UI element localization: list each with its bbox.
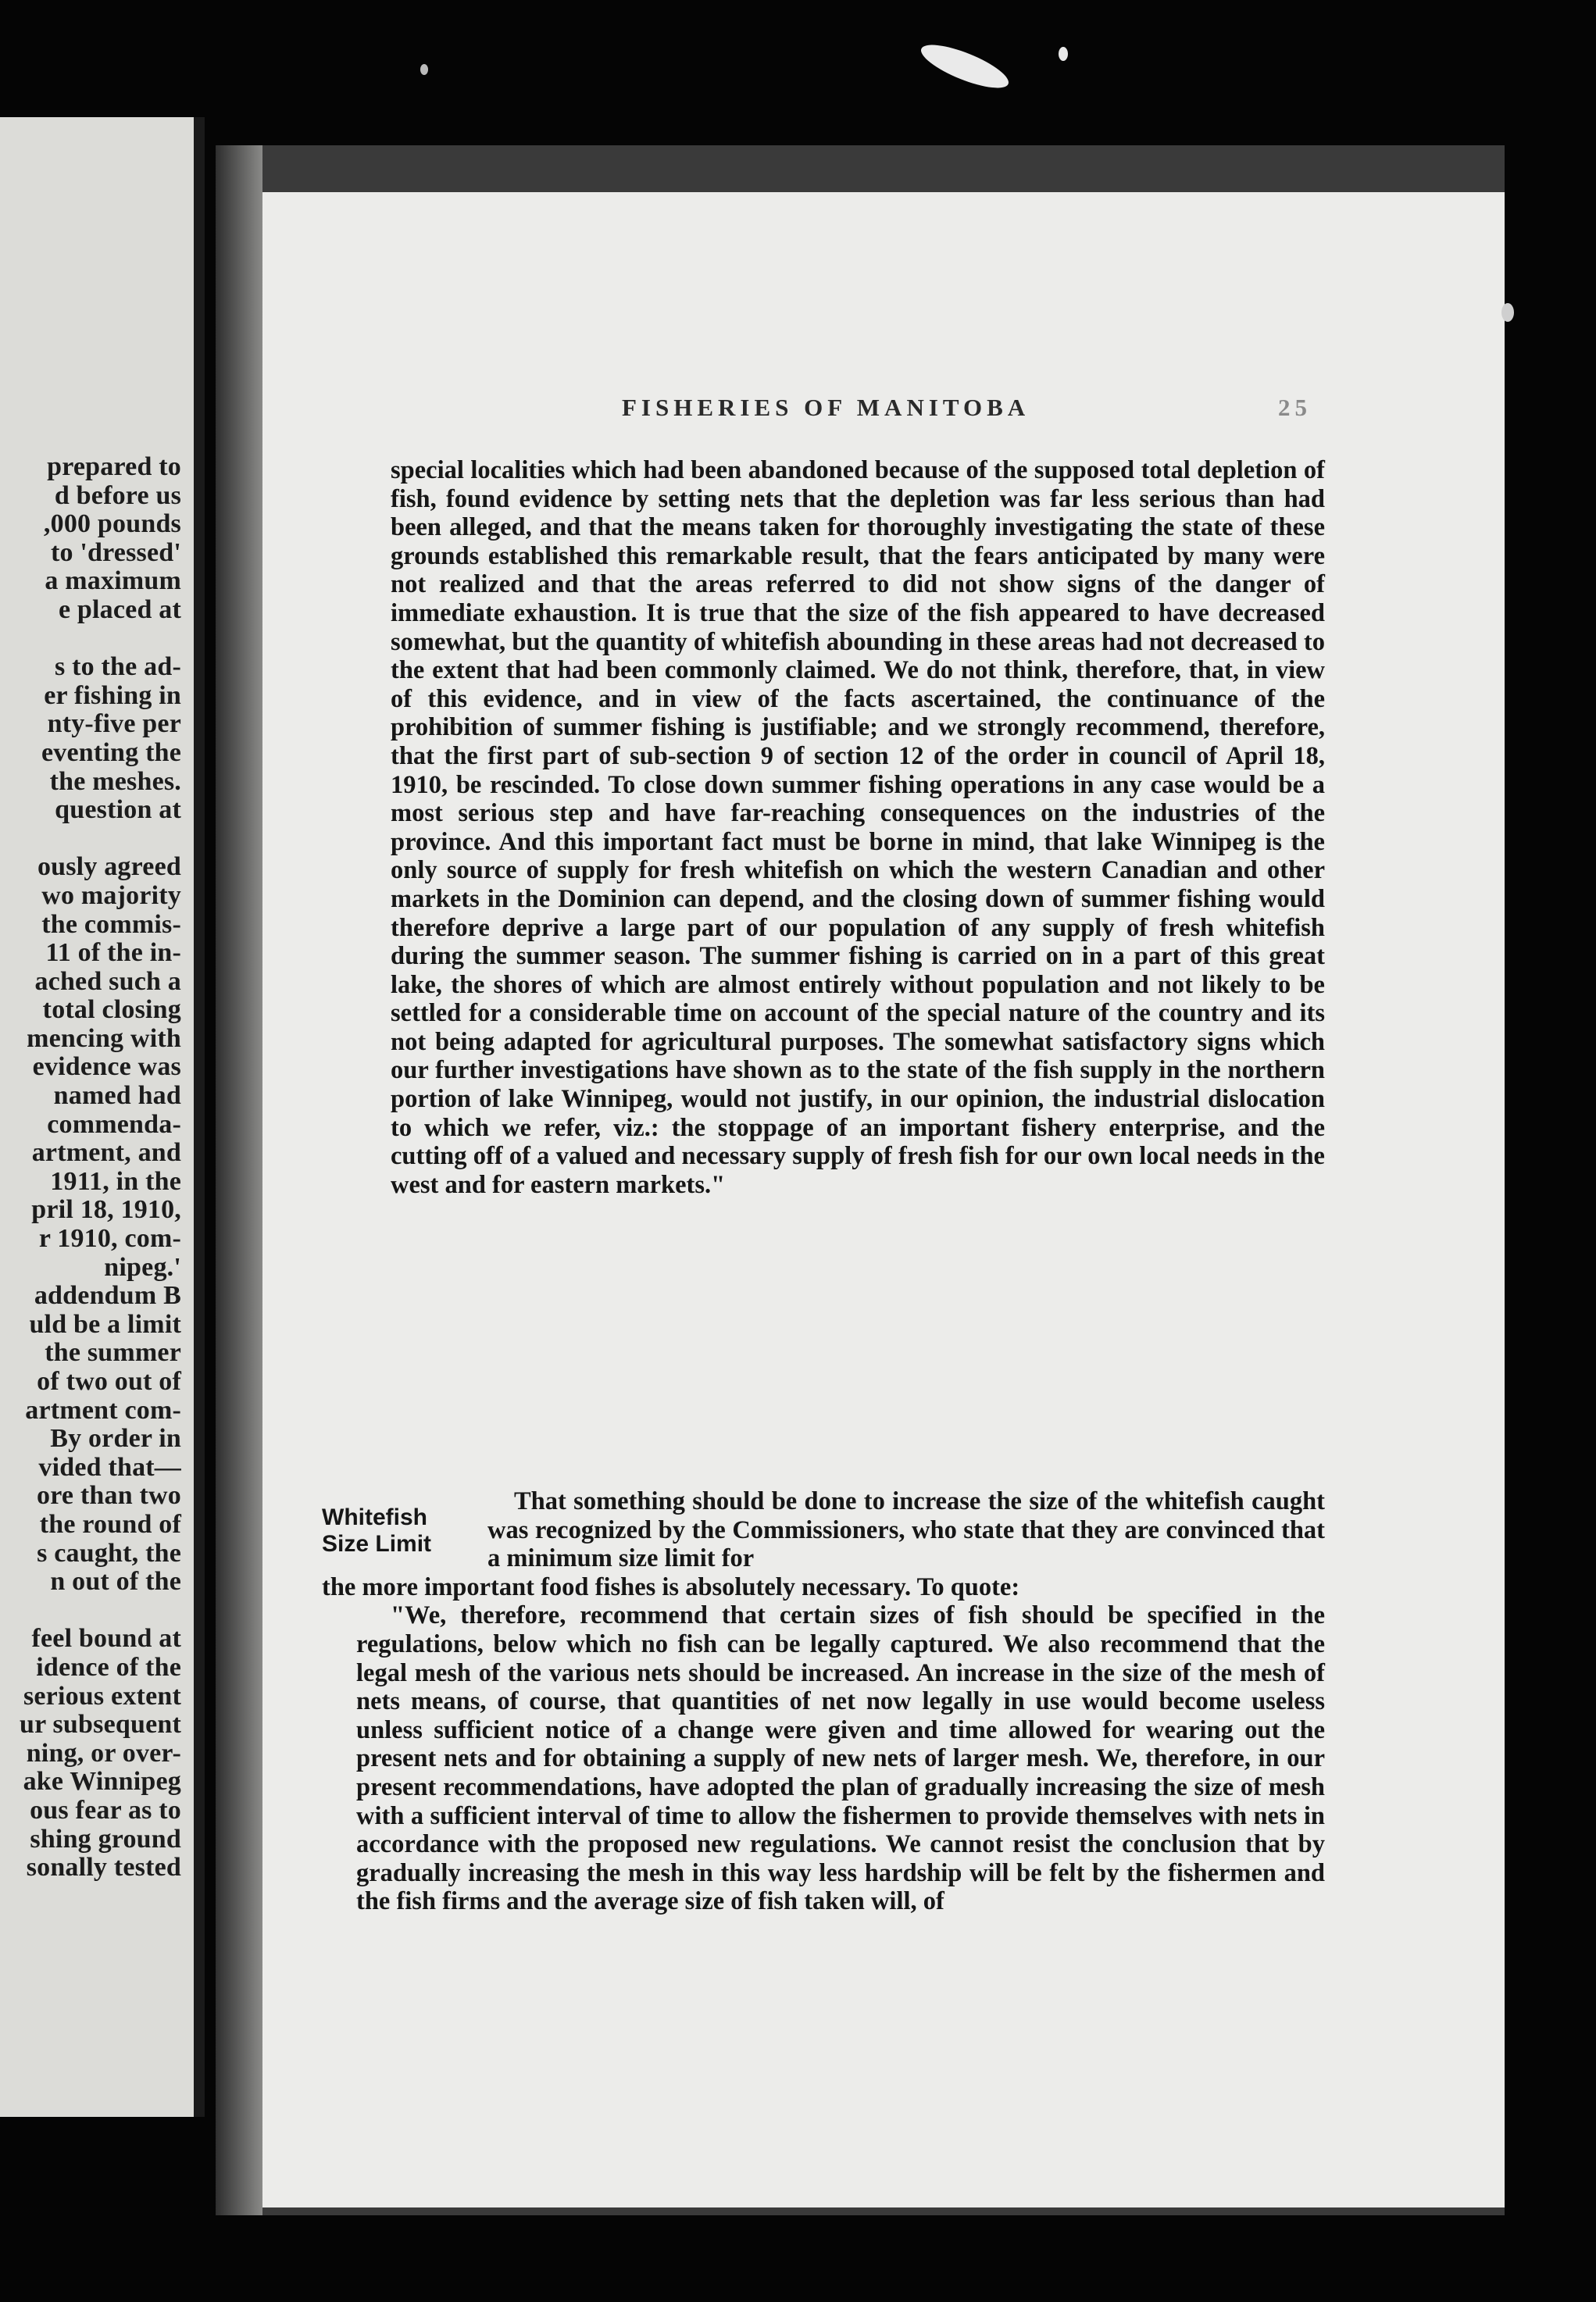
- continued-paragraph: special localities which had been abandoned because of the supposed total depletion of fish, found evidence by setting nets that the depletion was far less serious than had been alleged, and that the means taken for thoroughly investigating the state of these grounds established this remarkable result, that the fears anticipated by many were not realized and that the areas referred to did not show signs of the danger of immediate exhaustion. It is true that the size of the fish appeared to have decreased somewhat, but the quantity of whitefish abounding in these areas had not decreased to the extent that had been commonly claimed. We do not think, therefore, that, in view of this evidence, and in view of the facts ascertained, the continuance of the prohibition of summer fishing is justifiable; and we strongly recommend, therefore, that the first part of sub-section 9 of section 12 of the order in council of April 18, 1910, be rescinded. To close down summer fishing operations in any case would be a most serious step and have far-reaching consequences on the industries of the province. And this important fact must be borne in mind, that lake Winnipeg is the only source of supply for fresh whitefish on which the western Canadian and other markets in the Dominion can depend, and the closing down of summer fishing would therefore deprive a large part of our population of any supply of fresh whitefish during the summer season. The summer fishing is carried on in a part of this great lake, the shores of which are almost entirely without population and not likely to be settled for a considerable time on account of the special nature of the country and its not being adapted for agricultural purposes. The somewhat satisfactory signs which our further investigations have shown as to the state of the fish supply in the northern portion of lake Winnipeg, would not justify, in our opinion, the industrial dislocation to which we refer, viz.: the stoppage of an important fishery enterprise, and the cutting off of a valued and necessary supply of fresh fish for our own local needs in the west and for eastern markets.": [391, 456, 1325, 1199]
- page-edge: [216, 145, 262, 2215]
- left-page-line: By order in: [50, 1424, 181, 1454]
- left-page-gap: [0, 625, 181, 654]
- left-page-line: the summer: [45, 1338, 181, 1368]
- left-page-line: uld be a limit: [29, 1309, 181, 1339]
- left-page: [0, 117, 205, 2117]
- film-speck: [1501, 303, 1514, 322]
- left-page-line: nipeg.': [104, 1252, 181, 1282]
- left-page-line: wo majority: [41, 880, 181, 910]
- left-page-line: ning, or over-: [26, 1738, 181, 1768]
- left-page-line: commenda-: [47, 1109, 181, 1139]
- left-page-line: sonally tested: [26, 1853, 181, 1883]
- left-page-line: pril 18, 1910,: [31, 1195, 181, 1225]
- left-page-line: eventing the: [41, 737, 181, 767]
- left-page-line: shing ground: [30, 1824, 181, 1854]
- left-page-line: ore than two: [37, 1481, 181, 1511]
- left-page-line: 1911, in the: [50, 1166, 181, 1196]
- left-page-line: ached such a: [34, 966, 181, 996]
- left-page-line: s to the ad-: [54, 652, 181, 682]
- left-page-line: the round of: [39, 1509, 181, 1539]
- margin-note-line-2: Size Limit: [322, 1531, 432, 1557]
- left-page-gap: [0, 1597, 181, 1626]
- film-speck: [916, 37, 1013, 96]
- book-gutter: [194, 117, 205, 2117]
- left-page-line: e placed at: [58, 594, 181, 624]
- left-page-line: n out of the: [50, 1567, 181, 1597]
- left-page-line: total closing: [42, 995, 181, 1025]
- left-page-line: nty-five per: [47, 709, 181, 739]
- block-quote: "We, therefore, recommend that certain sizes of fish should be specified in the regulations, below which no fish can be legally captured. We also recommend that the legal mesh of the various nets should be increased. An increase in the size of the mesh of nets means, of course, that quantities of net now legally in use would become useless unless sufficient notice of a change were given and time allowed for wearing out the present nets and for obtaining a supply of new nets of larger mesh. We, therefore, in our present recommendations, have adopted the plan of gradually increasing the size of mesh with a sufficient interval of time to allow the fishermen to provide themselves with nets in accordance with the proposed new regulations. We cannot resist the conclusion that by gradually increasing the mesh in this way less hardship will be felt by the fishermen and the fish firms and the average size of fish taken will, of: [356, 1601, 1325, 1916]
- left-page-line: ously agreed: [37, 852, 181, 882]
- left-page-line: ur subsequent: [20, 1710, 181, 1740]
- left-page-line: the meshes.: [49, 766, 181, 796]
- left-page-line: ous fear as to: [30, 1795, 181, 1825]
- film-speck: [1059, 47, 1068, 61]
- left-page-line: question at: [55, 795, 181, 825]
- section-intro: That something should be done to increase the size of the whitefish caught was recognized by the Commissioners, who state that they are convinced that a minimum size limit for: [487, 1487, 1325, 1573]
- left-page-line: d before us: [54, 480, 181, 510]
- running-header: [262, 394, 1505, 425]
- left-page-line: serious extent: [23, 1681, 181, 1711]
- left-page-line: to 'dressed': [50, 537, 181, 567]
- left-page-line: 11 of the in-: [45, 938, 181, 968]
- left-page-gap: [0, 825, 181, 854]
- left-page-line: ,000 pounds: [43, 509, 181, 539]
- left-page-line: named had: [53, 1081, 181, 1111]
- left-page-line: mencing with: [27, 1023, 181, 1053]
- left-page-line: evidence was: [32, 1052, 181, 1082]
- left-page-line: artment, and: [31, 1138, 181, 1168]
- left-page-line: vided that—: [38, 1452, 181, 1482]
- film-speck: [420, 64, 428, 75]
- left-page-line: s caught, the: [37, 1538, 181, 1568]
- left-page-line: artment com-: [25, 1395, 181, 1425]
- left-page-line: prepared to: [47, 452, 181, 481]
- section-intro-continued: the more important food fishes is absolutely necessary. To quote:: [322, 1572, 1020, 1601]
- running-title: FISHERIES OF MANITOBA: [622, 394, 1030, 421]
- left-page-line: the commis-: [41, 909, 181, 939]
- left-page-line: addendum B: [34, 1281, 181, 1311]
- left-page-line: a maximum: [45, 566, 181, 596]
- left-page-line: er fishing in: [44, 680, 181, 710]
- page-number: 25: [1278, 394, 1312, 421]
- left-page-line: r 1910, com-: [38, 1224, 181, 1254]
- left-page-line: ake Winnipeg: [23, 1767, 181, 1797]
- left-page-line: idence of the: [36, 1652, 181, 1682]
- margin-note: [322, 1504, 486, 1558]
- left-page-text: [0, 453, 181, 1883]
- left-page-line: of two out of: [37, 1367, 181, 1396]
- margin-note-line-1: Whitefish: [322, 1504, 427, 1530]
- right-page: [262, 192, 1505, 2207]
- left-page-line: feel bound at: [31, 1624, 181, 1654]
- body-text: [391, 456, 1325, 1199]
